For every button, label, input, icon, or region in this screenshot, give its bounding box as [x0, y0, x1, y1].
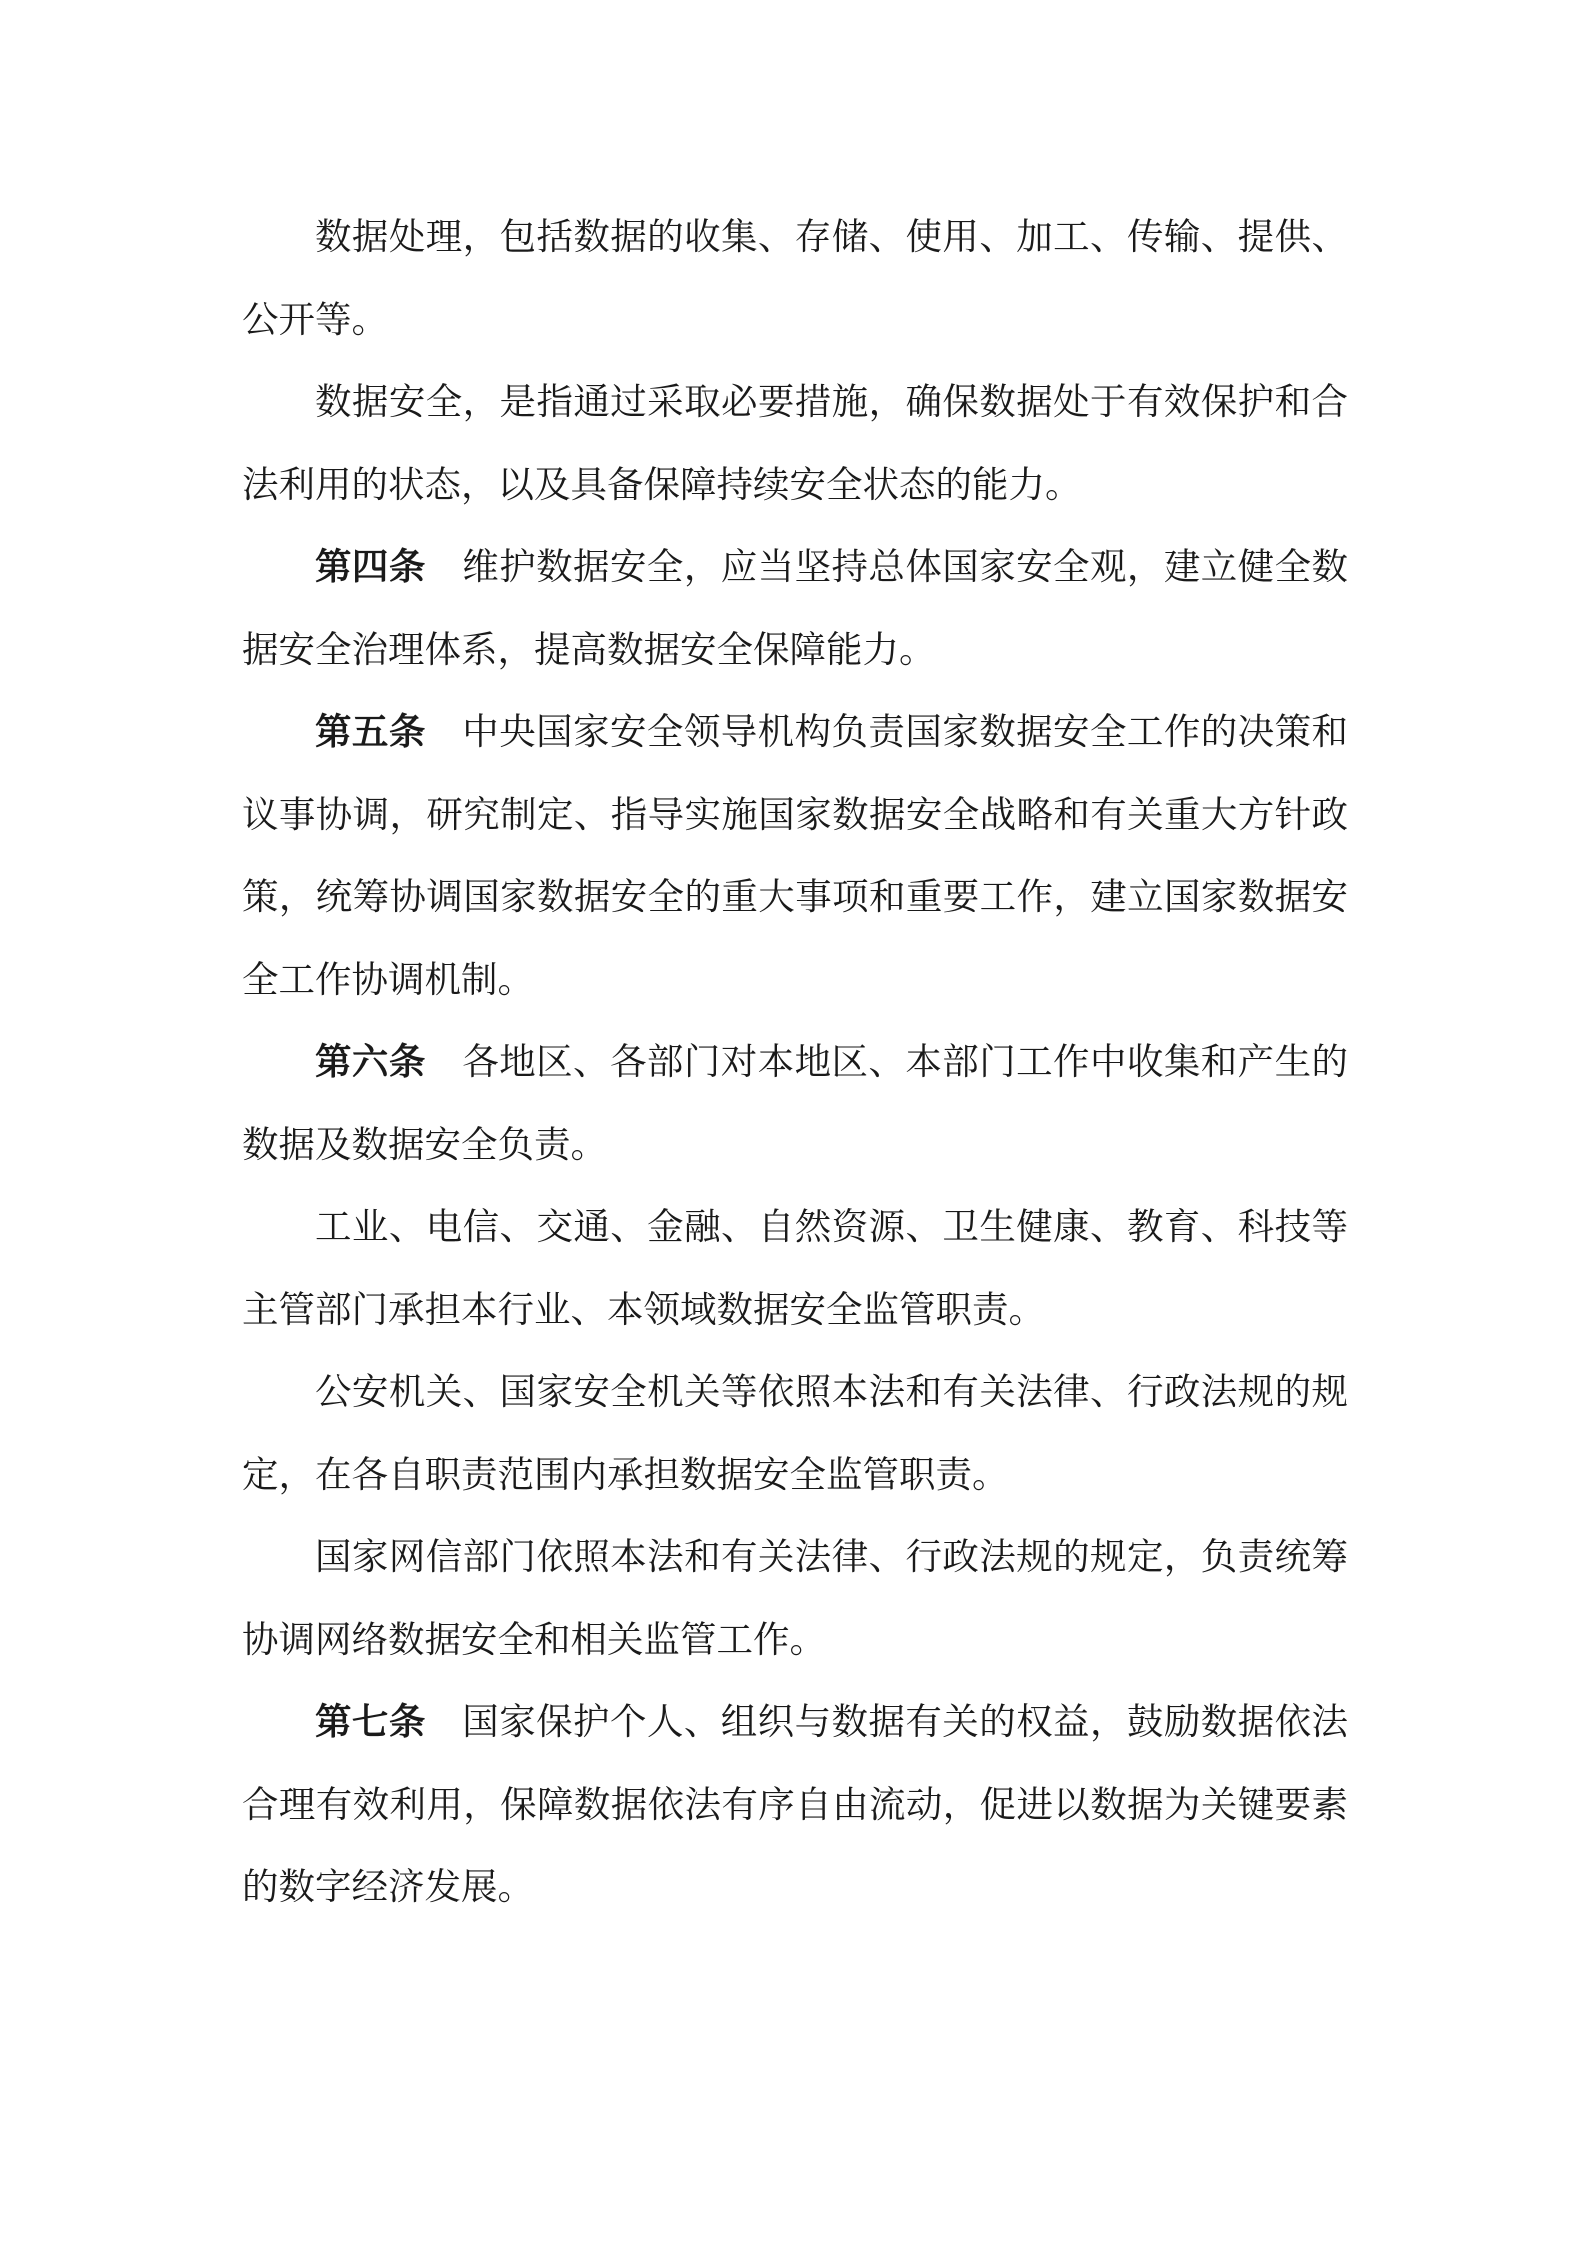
paragraph-text: 各地区、各部门对本地区、本部门工作中收集和产生的数据及数据安全负责。: [242, 1040, 1349, 1166]
article-7: [242, 1681, 1348, 1929]
paragraph-public-security: [242, 1351, 1348, 1516]
paragraph-text: 数据安全，是指通过采取必要措施，确保数据处于有效保护和合法利用的状态，以及具备保障持续安全状态的能力。: [242, 380, 1348, 506]
article-number: 第五条: [315, 710, 426, 753]
paragraph-text: 维护数据安全，应当坚持总体国家安全观，建立健全数据安全治理体系，提高数据安全保障能力。: [242, 545, 1349, 671]
document-body: [242, 196, 1348, 1929]
article-number: 第七条: [315, 1700, 426, 1743]
paragraph-text: 公安机关、国家安全机关等依照本法和有关法律、行政法规的规定，在各自职责范围内承担数据安全监管职责。: [242, 1370, 1348, 1496]
paragraph-text: 数据处理，包括数据的收集、存储、使用、加工、传输、提供、公开等。: [242, 215, 1348, 341]
article-6: [242, 1021, 1348, 1186]
paragraph-data-processing: [242, 196, 1348, 361]
article-4: [242, 526, 1348, 691]
paragraph-text: 国家保护个人、组织与数据有关的权益，鼓励数据依法合理有效利用，保障数据依法有序自由流动，促进以数据为关键要素的数字经济发展。: [242, 1700, 1349, 1908]
paragraph-text: 工业、电信、交通、金融、自然资源、卫生健康、教育、科技等主管部门承担本行业、本领域数据安全监管职责。: [242, 1205, 1348, 1331]
paragraph-industry-regulators: [242, 1186, 1348, 1351]
paragraph-cyberspace-admin: [242, 1516, 1348, 1681]
article-5: [242, 691, 1348, 1021]
article-number: 第四条: [315, 545, 426, 588]
paragraph-text: 国家网信部门依照本法和有关法律、行政法规的规定，负责统筹协调网络数据安全和相关监管工作。: [242, 1535, 1348, 1661]
article-number: 第六条: [315, 1040, 426, 1083]
paragraph-text: 中央国家安全领导机构负责国家数据安全工作的决策和议事协调，研究制定、指导实施国家数据安全战略和有关重大方针政策，统筹协调国家数据安全的重大事项和重要工作，建立国家数据安全工作协调机制。: [242, 710, 1349, 1001]
paragraph-data-security-definition: [242, 361, 1348, 526]
